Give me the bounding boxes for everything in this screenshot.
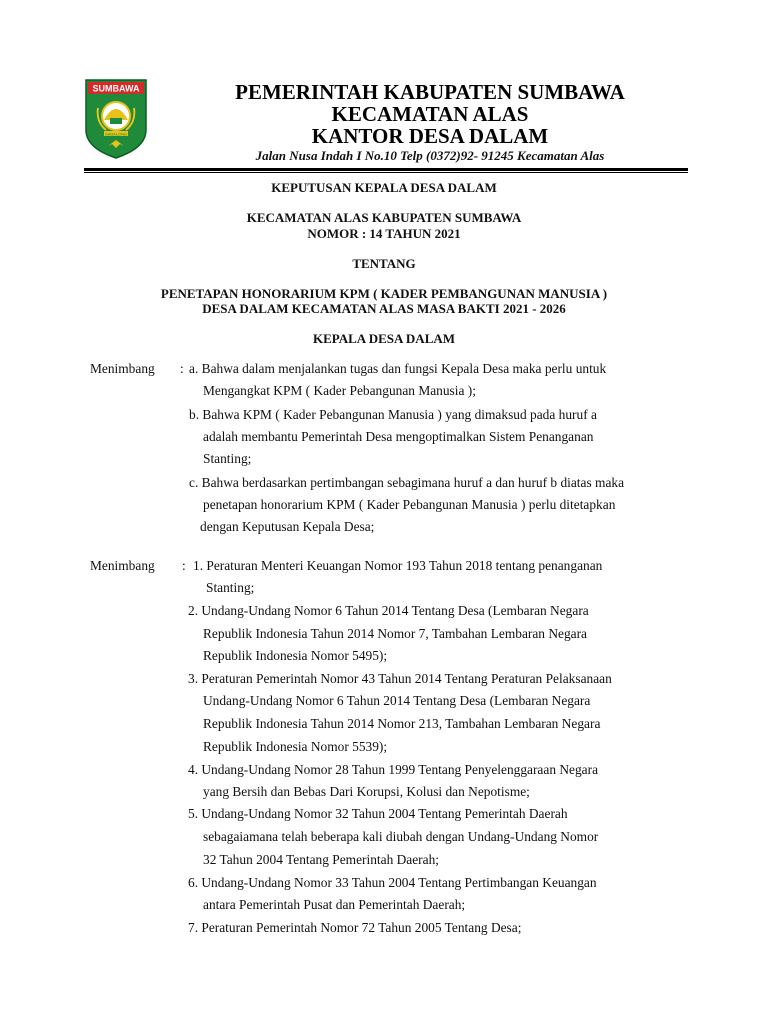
consideration-line: Stanting;	[203, 451, 252, 466]
legal-basis-line: Republik Indonesia Nomor 5539);	[203, 739, 388, 754]
consideration-line: dengan Keputusan Kepala Desa;	[200, 519, 375, 534]
letterhead-rule-thin	[84, 172, 688, 173]
decree-number: NOMOR : 14 TAHUN 2021	[307, 226, 461, 241]
legal-basis-line: sebagaiamana telah beberapa kali diubah dengan Undang-Undang Nomor	[203, 829, 599, 844]
decree-subject-line1: PENETAPAN HONORARIUM KPM ( KADER PEMBANGUNAN MANUSIA )	[160, 286, 608, 301]
legal-basis-line: 2. Undang-Undang Nomor 6 Tahun 2014 Tentang Desa (Lembaran Negara	[188, 603, 589, 618]
government-title: PEMERINTAH KABUPATEN SUMBAWA	[235, 80, 625, 104]
consideration-line: c. Bahwa berdasarkan pertimbangan sebagimana huruf a dan huruf b diatas maka	[189, 475, 625, 490]
decree-official: KEPALA DESA DALAM	[312, 331, 456, 346]
consideration-line: adalah membantu Pemerintah Desa mengoptimalkan Sistem Penanganan	[203, 429, 594, 444]
section1-label: Menimbang	[90, 361, 155, 376]
consideration-line: Mengangkat KPM ( Kader Pebangunan Manusia );	[203, 383, 476, 398]
legal-basis-line: 1. Peraturan Menteri Keuangan Nomor 193 Tahun 2018 tentang penanganan	[193, 558, 603, 573]
consideration-line: a. Bahwa dalam menjalankan tugas dan fungsi Kepala Desa maka perlu untuk	[189, 361, 607, 376]
letterhead-rule-thick	[84, 168, 688, 171]
legal-basis-line: 32 Tahun 2004 Tentang Pemerintah Daerah;	[203, 852, 439, 867]
district-title: KECAMATAN ALAS	[331, 102, 529, 126]
legal-basis-line: Stanting;	[206, 580, 255, 595]
section1-colon: :	[180, 361, 184, 376]
legal-basis-line: yang Bersih dan Bebas Dari Korupsi, Kolusi dan Nepotisme;	[203, 784, 530, 799]
legal-basis-line: Republik Indonesia Tahun 2014 Nomor 7, Tambahan Lembaran Negara	[203, 626, 587, 641]
svg-text:SUMBAWA: SUMBAWA	[92, 83, 140, 94]
office-address: Jalan Nusa Indah I No.10 Telp (0372)92- 91245 Kecamatan Alas	[255, 148, 605, 163]
decree-title: KEPUTUSAN KEPALA DESA DALAM	[271, 180, 497, 195]
legal-basis-line: 5. Undang-Undang Nomor 32 Tahun 2004 Tentang Pemerintah Daerah	[188, 806, 568, 821]
decree-subject-line2: DESA DALAM KECAMATAN ALAS MASA BAKTI 2021 - 2026	[202, 301, 566, 316]
legal-basis-line: Undang-Undang Nomor 6 Tahun 2014 Tentang Desa (Lembaran Negara	[203, 693, 591, 708]
consideration-line: penetapan honorarium KPM ( Kader Pebangunan Manusia ) perlu ditetapkan	[203, 497, 616, 512]
legal-basis-line: 3. Peraturan Pemerintah Nomor 43 Tahun 2014 Tentang Peraturan Pelaksanaan	[188, 671, 612, 686]
office-title: KANTOR DESA DALAM	[311, 124, 549, 148]
legal-basis-line: Republik Indonesia Tahun 2014 Nomor 213, Tambahan Lembaran Negara	[203, 716, 601, 731]
consideration-line: b. Bahwa KPM ( Kader Pebangunan Manusia ) yang dimaksud pada huruf a	[189, 407, 597, 422]
legal-basis-line: 7. Peraturan Pemerintah Nomor 72 Tahun 2005 Tentang Desa;	[188, 920, 522, 935]
decree-district: KECAMATAN ALAS KABUPATEN SUMBAWA	[246, 210, 522, 225]
legal-basis-line: antara Pemerintah Pusat dan Pemerintah Daerah;	[203, 897, 466, 912]
section2-label: Menimbang	[90, 558, 155, 573]
legal-basis-line: 4. Undang-Undang Nomor 28 Tahun 1999 Tentang Penyelenggaraan Negara	[188, 762, 599, 777]
legal-basis-line: 6. Undang-Undang Nomor 33 Tahun 2004 Tentang Pertimbangan Keuangan	[188, 875, 597, 890]
decree-about: TENTANG	[352, 256, 416, 271]
section2-colon: :	[182, 558, 186, 573]
legal-basis-line: Republik Indonesia Nomor 5495);	[203, 648, 388, 663]
sumbawa-emblem-logo	[84, 78, 148, 160]
svg-text:SABALONG: SABALONG	[104, 131, 128, 137]
